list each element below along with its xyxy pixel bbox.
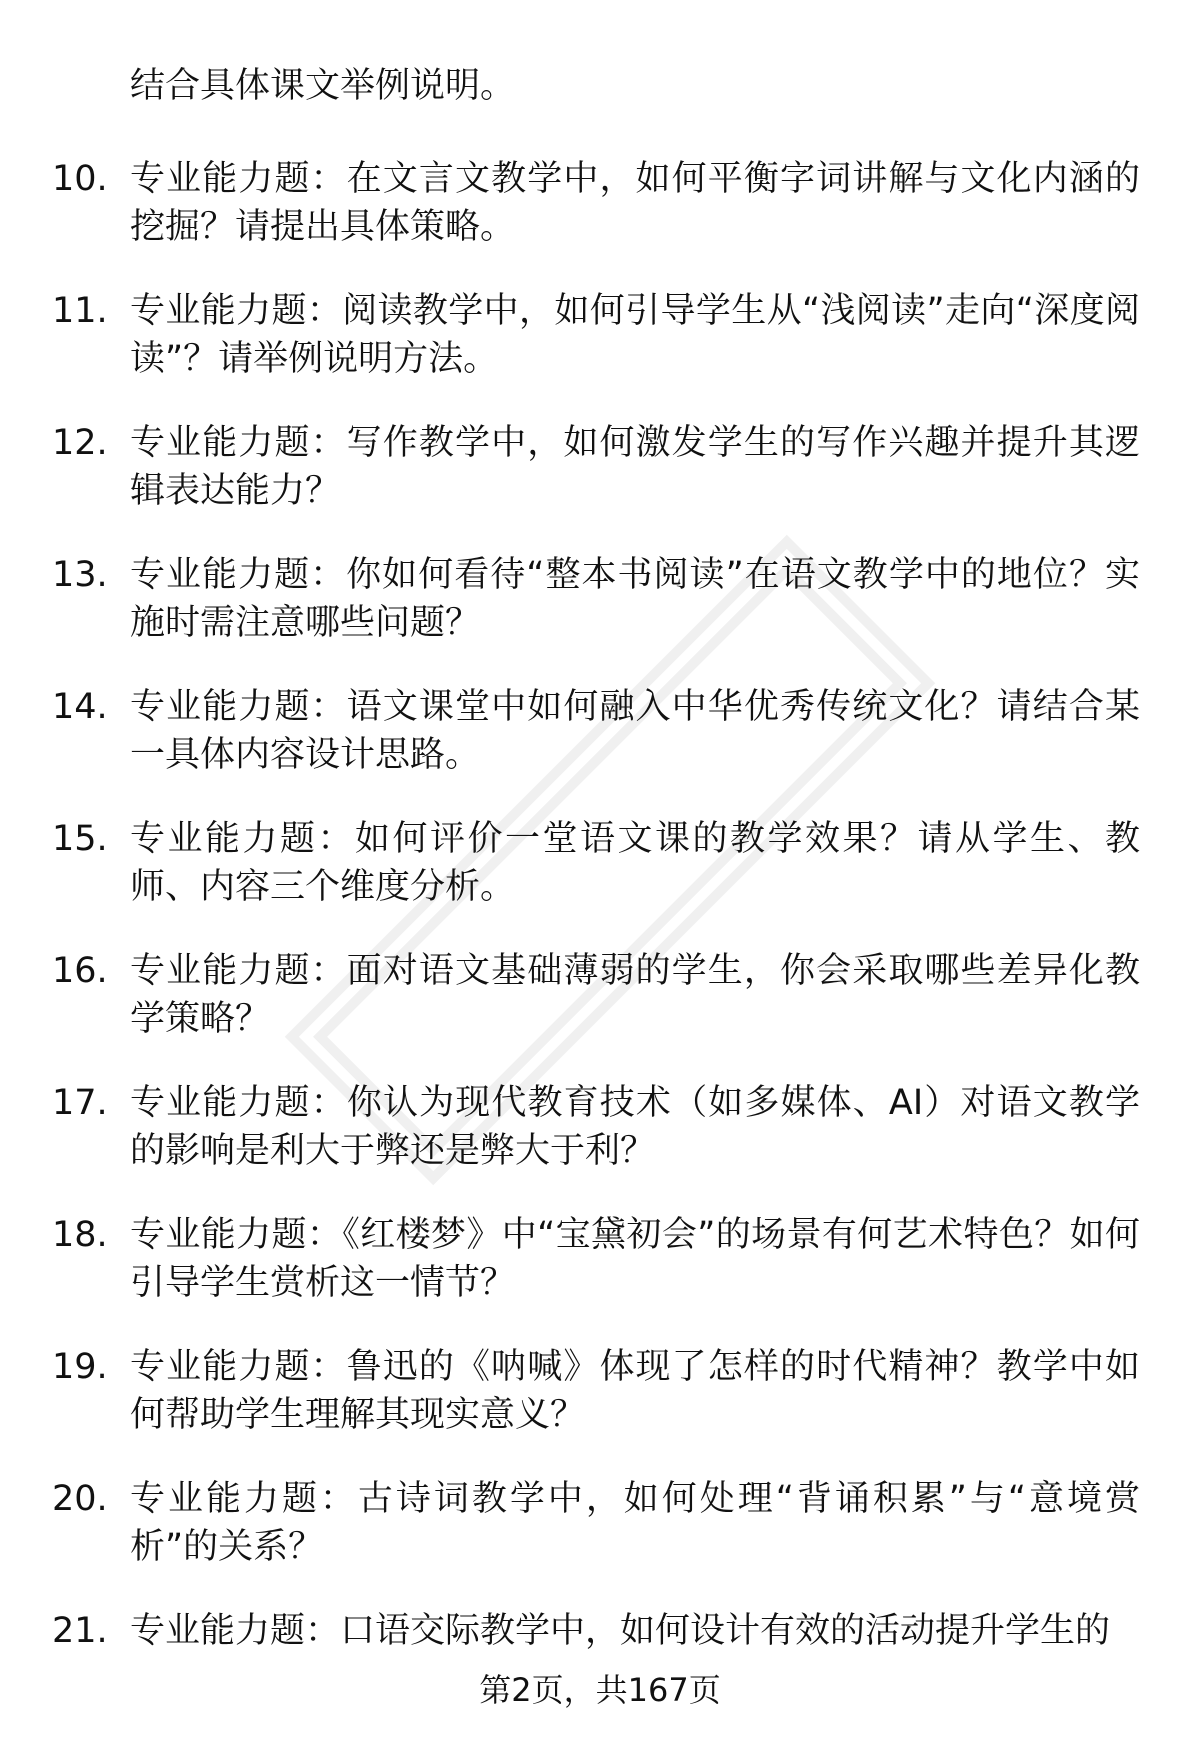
question-text: 专业能力题：你认为现代教育技术（如多媒体、AI）对语文教学的影响是利大于弊还是弊大于利？: [130, 1083, 1140, 1171]
question-text: 专业能力题：阅读教学中，如何引导学生从“浅阅读”走向“深度阅读”？请举例说明方法。: [130, 291, 1140, 379]
question-number: 11.: [52, 291, 108, 331]
question-number: 21.: [52, 1611, 108, 1651]
question-item: [0, 551, 1200, 683]
question-number: 13.: [52, 555, 108, 595]
question-text: 专业能力题：在文言文教学中，如何平衡字词讲解与文化内涵的挖掘？请提出具体策略。: [130, 159, 1140, 247]
question-text: 专业能力题：你如何看待“整本书阅读”在语文教学中的地位？实施时需注意哪些问题？: [130, 555, 1140, 643]
continued-text: 结合具体课文举例说明。: [130, 66, 516, 106]
question-number: 17.: [52, 1083, 108, 1123]
question-text: 专业能力题：面对语文基础薄弱的学生，你会采取哪些差异化教学策略？: [130, 951, 1140, 1039]
question-text: 专业能力题：口语交际教学中，如何设计有效的活动提升学生的: [130, 1611, 1111, 1651]
question-number: 10.: [52, 159, 108, 199]
question-number: 15.: [52, 819, 108, 859]
question-text: 专业能力题：写作教学中，如何激发学生的写作兴趣并提升其逻辑表达能力？: [130, 423, 1140, 511]
question-text: 专业能力题：语文课堂中如何融入中华优秀传统文化？请结合某一具体内容设计思路。: [130, 687, 1140, 775]
question-text: 专业能力题：鲁迅的《呐喊》体现了怎样的时代精神？教学中如何帮助学生理解其现实意义？: [130, 1347, 1140, 1435]
question-item: [0, 155, 1200, 287]
question-item: [0, 815, 1200, 947]
question-item: [0, 1343, 1200, 1475]
question-item: [0, 683, 1200, 815]
question-number: 14.: [52, 687, 108, 727]
question-item: [0, 1475, 1200, 1607]
question-number: 12.: [52, 423, 108, 463]
question-text: 专业能力题：如何评价一堂语文课的教学效果？请从学生、教师、内容三个维度分析。: [130, 819, 1140, 907]
question-number: 16.: [52, 951, 108, 991]
page-footer: 第2页，共167页: [479, 1671, 721, 1709]
question-item: [0, 1079, 1200, 1211]
question-item: [0, 419, 1200, 551]
question-item: [0, 287, 1200, 419]
question-number: 19.: [52, 1347, 108, 1387]
question-text: 专业能力题：《红楼梦》中“宝黛初会”的场景有何艺术特色？如何引导学生赏析这一情节？: [130, 1215, 1140, 1303]
question-list: [0, 155, 1200, 1739]
question-number: 18.: [52, 1215, 108, 1255]
question-number: 20.: [52, 1479, 108, 1519]
question-item: [0, 947, 1200, 1079]
question-text: 专业能力题：古诗词教学中，如何处理“背诵积累”与“意境赏析”的关系？: [130, 1479, 1140, 1567]
question-item: [0, 1211, 1200, 1343]
